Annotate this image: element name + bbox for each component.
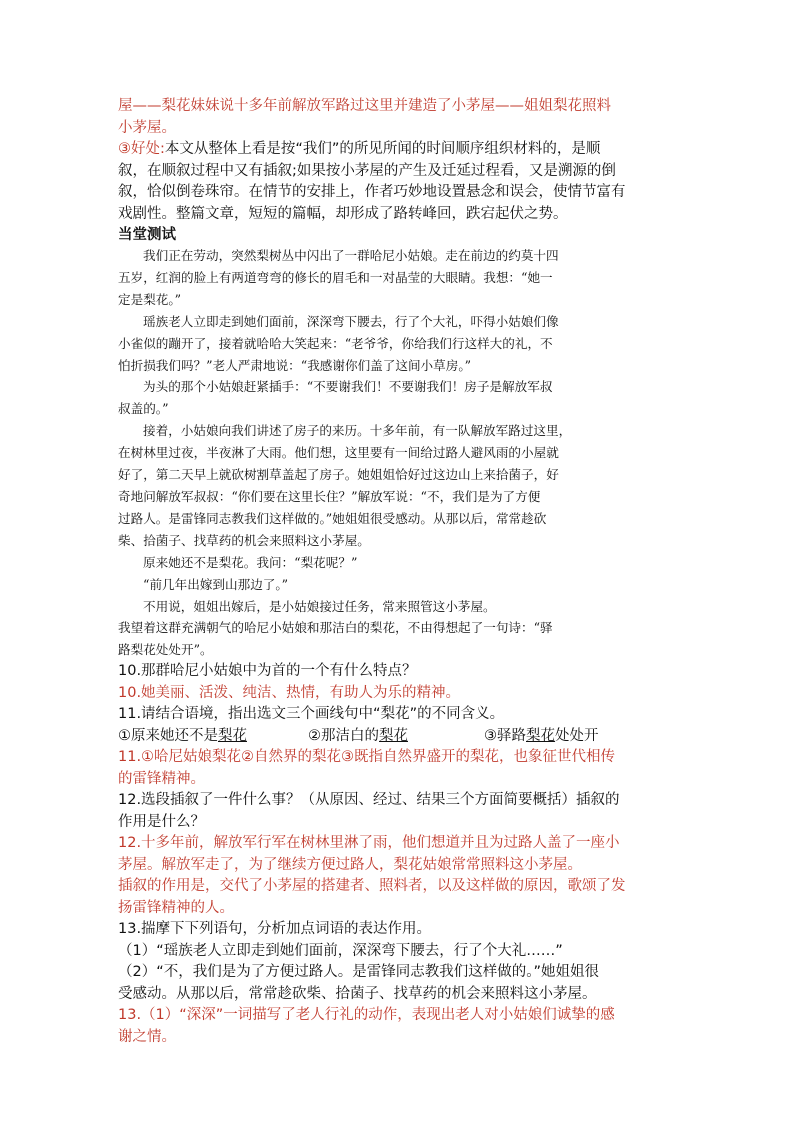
underlined-word: 梨花 [218,727,247,744]
point-label: ③好处: [118,141,165,157]
question-text: 11.请结合语境，指出选文三个画线句中“梨花”的不同含义。 [118,706,505,723]
text-line: 小茅屋。 [118,119,176,136]
option-2: ②那洁白的梨花 [308,727,408,744]
passage-line: 五岁，红润的脸上有两道弯弯的修长的眉毛和一对晶莹的大眼睛。我想：“她一 [118,269,553,285]
options-line [118,726,678,748]
question-13 [118,919,678,1048]
section-title: 当堂测试 [118,227,176,243]
passage-line: 在树林里过夜，半夜淋了大雨。他们想，这里要有一间给过路人避风雨的小屋就 [118,445,559,461]
text-line: 屋——梨花妹妹说十多年前解放军路过这里并建造了小茅屋——姐姐梨花照料 [118,98,611,114]
text-line: 戏剧性。整篇文章，短短的篇幅，却形成了路转峰回，跌宕起伏之势。 [118,205,568,222]
passage-line: 我们正在劳动，突然梨树丛中闪出了一群哈尼小姑娘。走在前边的约莫十四 [143,248,559,263]
answer-text: 谢之情。 [118,1028,176,1045]
passage-line: 我望着这群充满朝气的哈尼小姑娘和那洁白的梨花，不由得想起了一句诗：“驿 [118,620,553,636]
passage-line: 路梨花处处开”。 [118,642,213,658]
underlined-word: 梨花 [379,727,408,744]
passage-line: 过路人。是雷锋同志教我们这样做的。”她姐姐很受感动。从那以后，常常趁砍 [118,510,547,526]
passage-line: 不用说，姐姐出嫁后，是小姑娘接过任务，常来照管这小茅屋。 [143,598,496,614]
text-line: 本文从整体上看是按“我们”的所见所闻的时间顺序组织材料的，是顺 [164,141,601,157]
answer-summary-red [118,96,678,139]
reading-passage [118,245,678,661]
passage-line: 定是梨花。” [118,291,182,307]
answer-text: 扬雷锋精神的人。 [118,899,234,916]
question-12 [118,790,678,919]
passage-line: 叔盖的。” [118,401,169,417]
underlined-word: 梨花 [526,727,555,744]
passage-line: “前几年出嫁到山那边了。” [143,576,289,592]
answer-point-3 [118,139,678,225]
question-item: 受感动。从那以后，常常趁砍柴、拾菌子、找草药的机会来照料这小茅屋。 [118,985,597,1002]
passage-line: 柴、拾菌子、找草药的机会来照料这小茅屋。 [118,532,370,548]
passage-line: 原来她还不是梨花。我问：“梨花呢？” [143,554,358,570]
passage-line: 小雀似的蹦开了，接着就哈哈大笑起来：“老爷爷，你给我们行这样大的礼，不 [118,335,553,351]
answer-text: 10.她美丽、活泼、纯洁、热情，有助人为乐的精神。 [118,684,461,701]
answer-text: 12.十多年前，解放军行军在树林里淋了雨，他们想道并且为过路人盖了一座小 [118,835,620,852]
document-page [118,96,678,1048]
answer-text: 13.（1）“深深”一词描写了老人行礼的动作，表现出老人对小姑娘们诚挚的感 [118,1007,615,1024]
question-item: （1）“瑶族老人立即走到她们面前，深深弯下腰去，行了个大礼……” [118,942,563,959]
question-11 [118,704,678,790]
text-line: 叙，在顺叙过程中又有插叙;如果按小茅屋的产生及迁延过程看，又是溯源的倒 [118,162,616,179]
question-text: 13.揣摩下下列语句，分析加点词语的表达作用。 [118,921,432,938]
passage-line: 好了，第二天早上就砍树割草盖起了房子。她姐姐恰好过这边山上来拾菌子，好 [118,467,559,483]
answer-text: 插叙的作用是，交代了小茅屋的搭建者、照料者，以及这样做的原因，歌颂了发 [118,878,626,895]
answer-text: 茅屋。解放军走了，为了继续方便过路人，梨花姑娘常常照料这小茅屋。 [118,856,582,873]
passage-line: 为头的那个小姑娘赶紧插手：“不要谢我们！不要谢我们！房子是解放军叔 [143,379,553,395]
question-text: 10.那群哈尼小姑娘中为首的一个有什么特点？ [118,663,417,680]
question-text: 作用是什么？ [118,813,205,830]
answer-text: 的雷锋精神。 [118,770,205,787]
passage-line: 怕折损我们吗？”老人严肃地说：“我感谢你们盖了这间小草房。” [118,357,472,373]
option-1: ①原来她还不是梨花 [118,727,247,744]
text-line: 叙，恰似倒卷珠帘。在情节的安排上，作者巧妙地设置悬念和误会，使情节富有 [118,184,626,200]
answer-text: 11.①哈尼姑娘梨花②自然界的梨花③既指自然界盛开的梨花，也象征世代相传 [118,749,616,766]
question-item: （2）“不，我们是为了方便过路人。是雷锋同志教我们这样做的。”她姐姐很 [118,964,599,981]
option-3: ③驿路梨花处处开 [484,727,599,744]
passage-line: 奇地问解放军叔叔：“你们要在这里长住？”解放军说：“不，我们是为了方便 [118,488,541,504]
question-text: 12.选段插叙了一件什么事？（从原因、经过、结果三个方面简要概括）插叙的 [118,792,620,809]
passage-line: 接着，小姑娘向我们讲述了房子的来历。十多年前，有一队解放军路过这里， [143,423,572,439]
passage-line: 瑶族老人立即走到她们面前，深深弯下腰去，行了个大礼，吓得小姑娘们像 [143,313,559,329]
question-10 [118,661,678,704]
